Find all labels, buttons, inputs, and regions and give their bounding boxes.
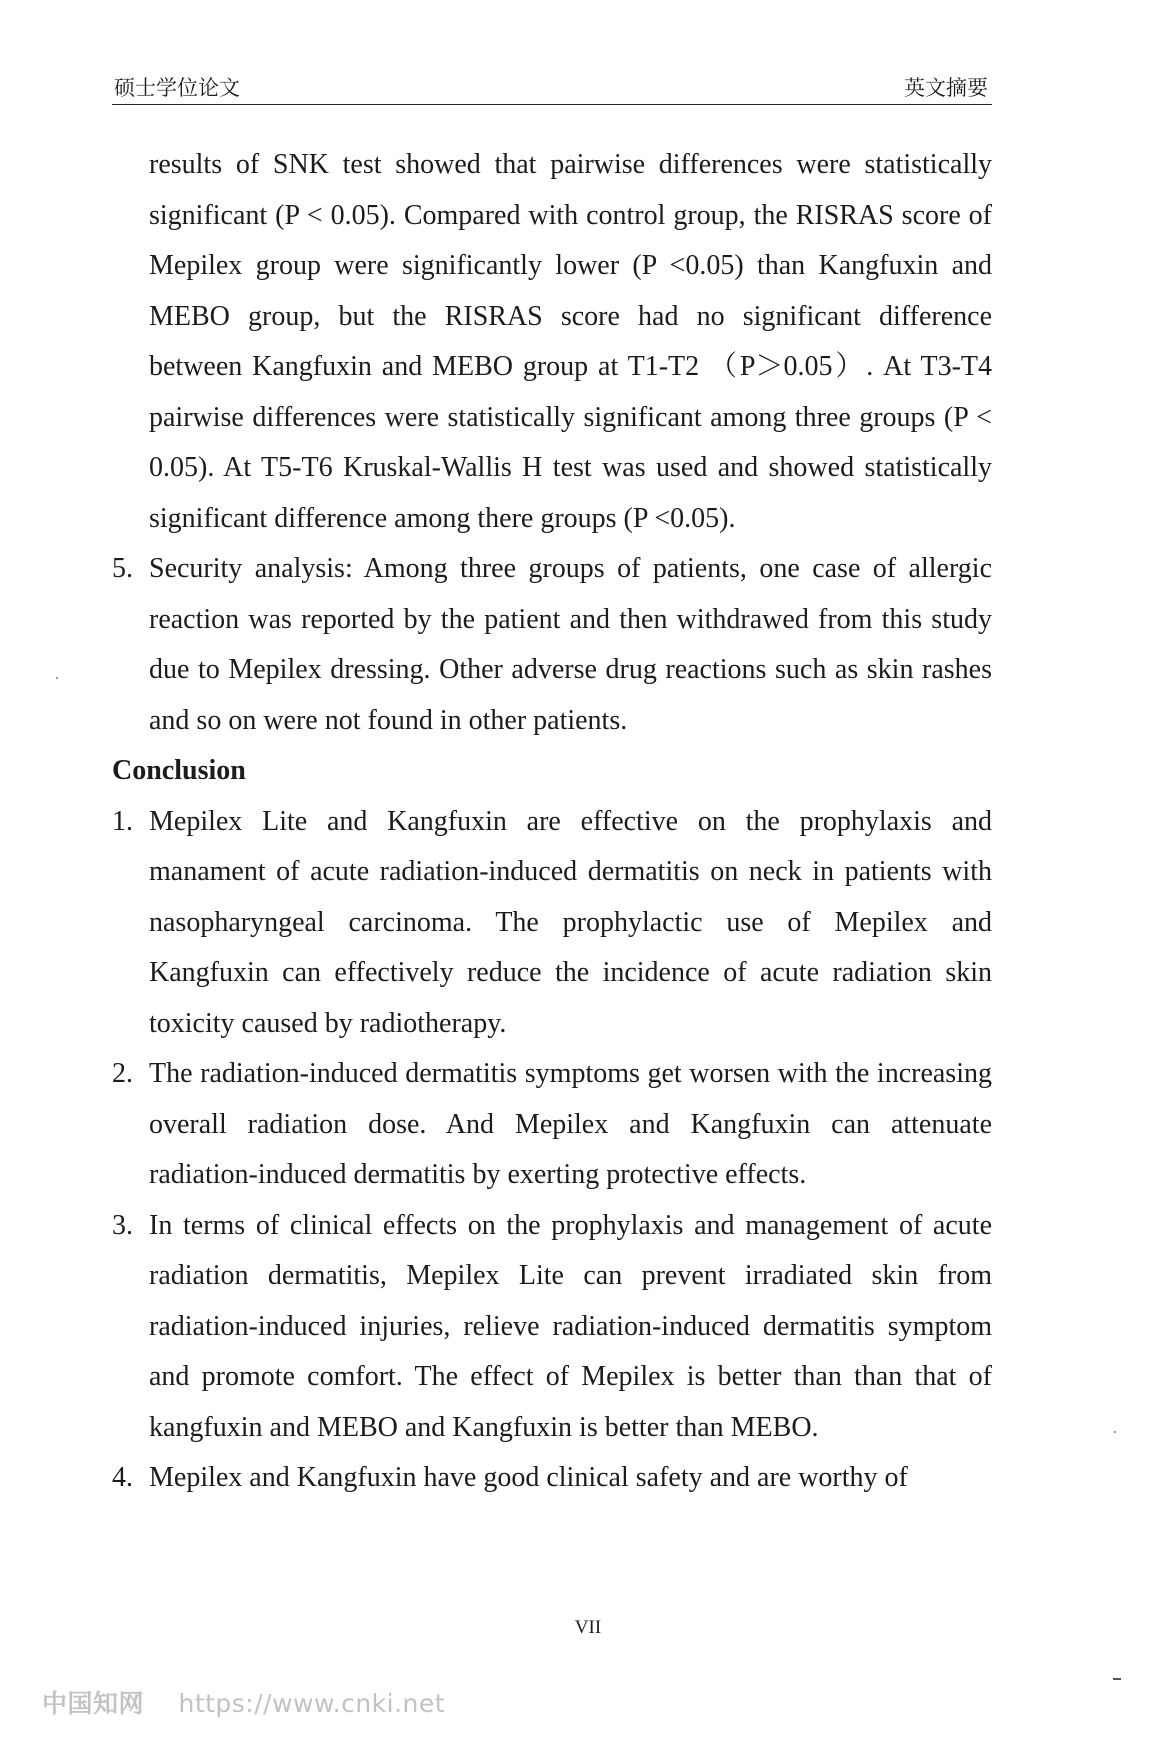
list-item-number: 1. xyxy=(112,805,133,837)
watermark-url: https://www.cnki.net xyxy=(178,1689,446,1718)
list-item-number: 2. xyxy=(112,1058,133,1089)
watermark-logo: 中国知网 xyxy=(42,1689,145,1718)
conclusion-item-4 xyxy=(112,1453,992,1504)
scan-speck xyxy=(1114,1431,1116,1433)
list-item-text: Mepilex and Kangfuxin have good clinical safety and are worthy of xyxy=(149,1462,908,1493)
list-item-text: Security analysis: Among three groups of patients, one case of allergic reaction was reported by the patient and then withdrawed from this study due to Mepilex dressing. Other adverse drug reactions such as skin rashes and so on were not found in other patients. xyxy=(149,553,992,736)
cnki-watermark xyxy=(42,1684,445,1720)
list-item-text: In terms of clinical effects on the prophylaxis and management of acute radiation dermatitis, Mepilex Lite can prevent irradiated skin from radiation-induced injuries, relieve radiation-induced dermatitis symptom and promote comfort. The effect of Mepilex is better than than that of kangfuxin and MEBO and Kangfuxin is better than MEBO. xyxy=(149,1209,992,1443)
conclusion-item-2 xyxy=(112,1049,992,1201)
list-item-number: 5. xyxy=(112,553,133,584)
page-number: VII xyxy=(574,1617,602,1638)
list-item-text: Mepilex Lite and Kangfuxin are effective on the prophylaxis and manament of acute radiation-induced dermatitis on neck in patients with nasopharyngeal carcinoma. The prophylactic use of Mepilex and Kangfuxin can effectively reduce the incidence of acute radiation skin toxicity caused by radiotherapy. xyxy=(149,805,992,1039)
conclusion-item-3 xyxy=(112,1201,992,1454)
page-header xyxy=(112,66,992,105)
list-item-text: The radiation-induced dermatitis symptoms get worsen with the increasing overall radiation dose. And Mepilex and Kangfuxin can attenuate radiation-induced dermatitis by exerting protective effects. xyxy=(149,1058,992,1190)
conclusion-heading: Conclusion xyxy=(112,755,246,786)
page-content xyxy=(112,140,992,1504)
results-item-5 xyxy=(112,544,992,746)
results-continuation-paragraph: results of SNK test showed that pairwise differences were statistically significant (P < 0.05). Compared with control group, the RISRAS score of Mepilex group were significantly lower (P <0.05) than Kangfuxin and MEBO group, but the RISRAS score had no significant difference between Kangfuxin and MEBO group at T1-T2 （P＞0.05）. At T3-T4 pairwise differences were statistically significant among three groups (P < 0.05). At T5-T6 Kruskal-Wallis H test was used and showed statistically significant difference among there groups (P <0.05). xyxy=(149,149,992,534)
list-item-number: 3. xyxy=(112,1209,133,1241)
scan-speck xyxy=(56,677,58,679)
header-thesis-type: 硕士学位论文 xyxy=(114,76,240,100)
scan-speck xyxy=(1113,1678,1121,1680)
list-item-number: 4. xyxy=(112,1462,133,1493)
header-section-title: 英文摘要 xyxy=(904,76,988,100)
conclusion-item-1 xyxy=(112,797,992,1050)
